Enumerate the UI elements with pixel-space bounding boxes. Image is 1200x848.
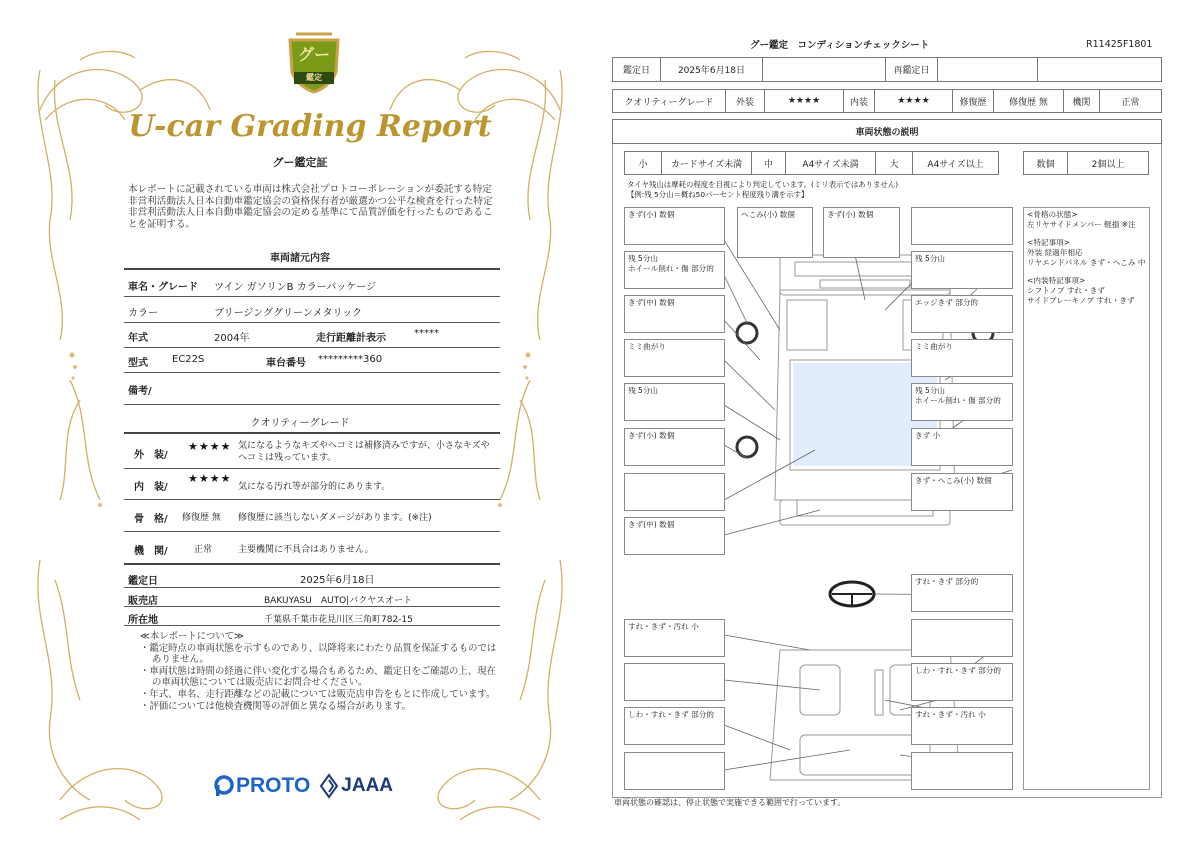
damage-box-left: きず(小) 数個 (624, 428, 725, 466)
condition-check-sheet (600, 0, 1200, 848)
interior-notes-title: <内装特記事項> (1027, 276, 1086, 285)
damage-box-left: きず(中) 数個 (624, 295, 725, 333)
damage-box-right: 残 5分山 ホイール削れ・傷 部分的 (911, 383, 1013, 421)
legend-s-desc: カードサイズ未満 (661, 151, 752, 175)
tire-note-2: 【例:残 5分山＝概ね50パーセント程度残り溝を示す】 (627, 190, 809, 199)
damage-box-left: ミミ曲がり (624, 339, 725, 377)
jaaa-mark-icon (320, 774, 338, 798)
damage-box-right: 残 5分山 (911, 251, 1013, 289)
frame-desc: 修復歴に該当しないダメージがあります。(※注) (238, 513, 432, 523)
tire-note-1: タイヤ残山は摩耗の程度を目視により判定しています。(ミリ表示ではありません) (627, 180, 899, 189)
damage-box-left: 残 5分山 ホイール削れ・傷 部分的 (624, 251, 725, 289)
legend-m: 中 (751, 151, 786, 175)
interior-desc: 気になる汚れ等が部分的にあります。 (238, 482, 391, 492)
color-value: ブリージンググリーンメタリック (214, 308, 363, 319)
appraisal-date-value: 2025年6月18日 (300, 575, 375, 586)
side-notes-panel (1023, 207, 1150, 790)
footer-note: 車両状態の確認は、停止状態で実施できる範囲で行っています。 (614, 798, 846, 807)
name-grade-value: ツイン ガソリンB カラーパッケージ (214, 282, 377, 293)
remarks-label: 備考/ (128, 386, 152, 397)
row1-re-value (937, 57, 1038, 82)
proto-mark-icon (214, 775, 234, 797)
divider (124, 563, 500, 565)
goo-appraisal-badge (286, 30, 342, 94)
name-grade-label: 車名・グレード (128, 282, 198, 293)
engine-label: 機 関/ (134, 546, 168, 557)
mileage-label: 走行距離計表示 (316, 333, 386, 344)
interior-box-right (911, 752, 1013, 790)
divider (124, 625, 500, 626)
special-title: <特記事項> (1027, 238, 1071, 247)
frame-text: 左リヤサイドメンバー 軽損 ※注 (1027, 220, 1136, 229)
legend-l-desc: A4サイズ以上 (912, 151, 999, 175)
year-value: 2004年 (214, 333, 250, 344)
row2-repair-label: 修復歴 (952, 89, 994, 113)
year-label: 年式 (128, 333, 148, 344)
interior-box-right: すれ・きず 部分的 (911, 574, 1013, 612)
section-title: 車両状態の説明 (612, 119, 1162, 144)
intro-text: 本レポートに記載されている車両は株式会社プロトコーポレーションが委託する特定非営利活動法人日本自動車鑑定協会の資格保有者が厳選かつ公平な検査を行った特定非営利活動法人日本自動車鑑定協会の定める基準にて品質評価を行ったものであることを証明する。 (128, 184, 493, 230)
notes-item: ・年式、車名、走行距離などの記載については販売店申告をもとに作成しています。 (140, 688, 496, 700)
divider (124, 404, 500, 405)
jaaa-logo (320, 774, 393, 798)
divider (124, 499, 500, 500)
quality-section-title: クオリティーグレード (250, 418, 350, 429)
divider (124, 268, 500, 270)
certificate-title: グー鑑定証 (272, 156, 328, 169)
damage-box-right: エッジきず 部分的 (911, 295, 1013, 333)
divider (124, 531, 500, 532)
svg-text:U-car Grading Report: U-car Grading Report (128, 109, 492, 144)
frame-title: <骨格の状態> (1027, 210, 1078, 219)
damage-box-top: きず(小) 数個 (823, 207, 900, 258)
damage-box-right: きず・へこみ(小) 数個 (911, 473, 1013, 511)
legend-count: 数個 (1023, 151, 1068, 175)
dealer-label: 販売店 (128, 596, 158, 607)
exterior-label: 外 装/ (134, 450, 168, 461)
row2-ext-stars: ★★★★ (764, 89, 844, 113)
badge-top-text: グー (297, 45, 330, 64)
divider (124, 347, 500, 348)
damage-box-right: きず 小 (911, 428, 1013, 466)
mileage-value: ***** (414, 328, 439, 339)
interior-box-right: しわ・すれ・きず 部分的 (911, 663, 1013, 701)
row1-re-label: 再鑑定日 (885, 57, 938, 82)
sheet-title: グー鑑定 コンディションチェックシート (750, 40, 930, 51)
model-label: 型式 (128, 358, 148, 369)
report-notes (140, 631, 500, 712)
color-label: カラー (128, 308, 158, 319)
script-title (128, 100, 492, 150)
interior-notes-text: シフトノブ すれ・きず サイドブレーキノブ すれ・きず (1027, 286, 1135, 305)
row2-engine-value: 正常 (1099, 89, 1162, 113)
notes-title: ≪本レポートについて≫ (140, 631, 244, 642)
address-label: 所在地 (128, 615, 158, 626)
row2-int-stars: ★★★★ (874, 89, 953, 113)
row2-quality-label: クオリティーグレード (612, 89, 726, 113)
row1-date-label: 鑑定日 (612, 57, 661, 82)
dealer-value: BAKUYASU AUTO|バクヤスオート (264, 596, 413, 606)
divider (124, 587, 500, 588)
logo-row (214, 770, 393, 802)
legend-l: 大 (875, 151, 913, 175)
notes-item: ・車両状態は時間の経過に伴い変化する場合もあるため、鑑定日をご確認の上、現在の車両状態については販売店にお問合せください。 (140, 665, 496, 689)
doc-id: R11425F1801 (1086, 39, 1153, 50)
engine-value: 正常 (194, 545, 213, 555)
row1-blank (1037, 57, 1162, 82)
address-value: 千葉県千葉市花見川区三角町782-15 (264, 615, 413, 625)
divider (124, 372, 500, 373)
model-value: EC22S (172, 354, 205, 365)
damage-box-left: 残 5分山 (624, 383, 725, 421)
chassis-value: *********360 (318, 354, 383, 365)
notes-item: ・評価については他検査機関等の評価と異なる場合があります。 (140, 700, 411, 712)
divider (124, 296, 500, 297)
chassis-label: 車台番号 (266, 358, 306, 369)
exterior-stars: ★★★★ (188, 440, 232, 453)
special-text: 外装 経過年相応 リヤエンドパネル きず・へこみ 中 (1027, 248, 1146, 267)
interior-stars: ★★★★ (188, 472, 232, 485)
damage-box-top: へこみ(小) 数個 (737, 207, 813, 258)
row1-blank (762, 57, 886, 82)
damage-box-left (624, 473, 725, 511)
damage-box-right: ミミ曲がり (911, 339, 1013, 377)
interior-box-left: すれ・きず・汚れ 小 (624, 619, 725, 657)
interior-box-right: すれ・きず・汚れ 小 (911, 707, 1013, 745)
legend-count-desc: 2個以上 (1067, 151, 1149, 175)
proto-wordmark: PROTO (236, 774, 311, 797)
frame-value: 修復歴 無 (182, 513, 221, 523)
exterior-desc: 気になるようなキズやヘコミは補修済みですが、小さなキズやヘコミは残っています。 (238, 441, 490, 463)
interior-label: 内 装/ (134, 482, 168, 493)
legend-s: 小 (624, 151, 662, 175)
divider (124, 468, 500, 469)
steering-wheel-icon (830, 582, 874, 606)
frame-label: 骨 格/ (134, 514, 168, 525)
divider (124, 432, 500, 434)
interior-box-left (624, 752, 725, 790)
interior-box-left: しわ・すれ・きず 部分的 (624, 707, 725, 745)
row2-ext-label: 外装 (725, 89, 765, 113)
appraisal-date-label: 鑑定日 (128, 576, 158, 587)
damage-box-left: きず(小) 数個 (624, 207, 725, 245)
row2-int-label: 内装 (843, 89, 875, 113)
damage-box-left: きず(中) 数個 (624, 517, 725, 555)
row2-engine-label: 機関 (1063, 89, 1100, 113)
interior-box-left (624, 663, 725, 701)
divider (124, 606, 500, 607)
badge-bottom-text: 鑑定 (306, 73, 322, 82)
row1-date-value: 2025年6月18日 (660, 57, 763, 82)
proto-logo (214, 774, 310, 798)
row2-repair-value: 修復歴 無 (993, 89, 1064, 113)
interior-box-right (911, 619, 1013, 657)
damage-box-top (911, 207, 1013, 245)
divider (124, 322, 500, 323)
spec-section-title: 車両諸元内容 (270, 253, 330, 264)
jaaa-wordmark: JAAA (341, 775, 394, 796)
notes-item: ・鑑定時点の車両状態を示すものであり、以降将来にわたり品質を保証するものではありません。 (140, 642, 497, 666)
engine-desc: 主要機関に不具合はありません。 (238, 545, 374, 555)
legend-m-desc: A4サイズ未満 (785, 151, 876, 175)
